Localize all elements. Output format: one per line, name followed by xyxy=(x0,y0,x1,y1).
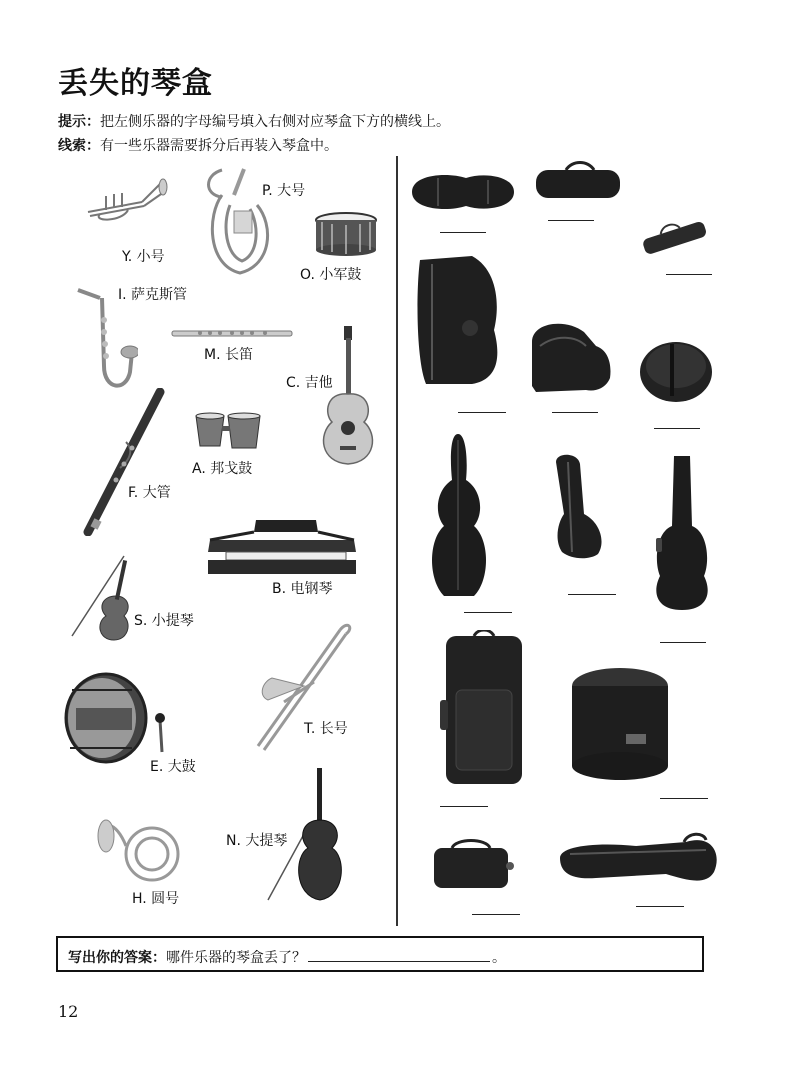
instrument-label-p: P. 大号 xyxy=(262,183,306,199)
answer-blank[interactable] xyxy=(654,428,700,429)
answer-blank[interactable] xyxy=(440,232,486,233)
electric-piano-icon xyxy=(206,518,358,578)
hint-label: 提示： xyxy=(58,114,100,130)
instrument-label-f: F. 大管 xyxy=(128,485,171,501)
bongo-bag-icon xyxy=(430,836,516,892)
answer-blank[interactable] xyxy=(568,594,616,595)
answer-blank[interactable] xyxy=(472,914,520,915)
answer-line xyxy=(68,947,506,967)
instrument-label-y: Y. 小号 xyxy=(122,249,165,265)
answer-label: 写出你的答案： xyxy=(68,950,166,966)
snare-drum-icon xyxy=(314,210,378,258)
answer-blank[interactable] xyxy=(458,412,506,413)
instrument-label-a: A. 邦戈鼓 xyxy=(192,461,253,477)
answer-blank[interactable] xyxy=(552,412,598,413)
page-number: 12 xyxy=(58,1002,79,1021)
trumpet-icon xyxy=(82,172,168,224)
answer-blank[interactable] xyxy=(660,642,706,643)
answer-blank[interactable] xyxy=(666,274,712,275)
answer-blank[interactable] xyxy=(548,220,594,221)
cello-case-icon xyxy=(424,430,494,600)
answer-box xyxy=(56,936,704,972)
answer-blank[interactable] xyxy=(636,906,684,907)
page-title: 丢失的琴盒 xyxy=(58,66,213,101)
tuba-case-icon xyxy=(412,250,504,388)
flute-case-icon xyxy=(638,216,710,256)
instrument-label-n: N. 大提琴 xyxy=(226,833,288,849)
hint-text: 把左侧乐器的字母编号填入右侧对应琴盒下方的横线上。 xyxy=(100,114,450,130)
french-horn-icon xyxy=(96,816,192,886)
instrument-label-t: T. 长号 xyxy=(304,721,348,737)
answer-input-line[interactable] xyxy=(308,949,490,962)
bass-drum-case-icon xyxy=(568,664,672,784)
answer-prompt: 哪件乐器的琴盒丢了？ xyxy=(166,950,306,966)
instrument-label-b: B. 电钢琴 xyxy=(272,581,333,597)
answer-end: 。 xyxy=(492,950,506,966)
instrument-label-o: O. 小军鼓 xyxy=(300,267,362,283)
instrument-label-s: S. 小提琴 xyxy=(134,613,194,629)
clue-text: 有一些乐器需要拆分后再装入琴盒中。 xyxy=(100,138,338,154)
bassoon-icon xyxy=(80,388,170,536)
answer-blank[interactable] xyxy=(464,612,512,613)
answer-blank[interactable] xyxy=(440,806,488,807)
instrument-label-h: H. 圆号 xyxy=(132,891,180,907)
keyboard-bag-icon xyxy=(438,630,528,790)
instrument-label-c: C. 吉他 xyxy=(286,375,333,391)
horn-case-icon xyxy=(526,316,616,396)
column-divider xyxy=(396,156,398,926)
guitar-icon xyxy=(316,324,380,466)
trombone-case-icon xyxy=(556,828,724,890)
sax-case-icon xyxy=(550,452,610,560)
answer-blank[interactable] xyxy=(660,798,708,799)
violin-case-icon xyxy=(408,168,518,214)
bongo-drums-icon xyxy=(194,410,264,450)
clue-label: 线索： xyxy=(58,138,100,154)
snare-case-icon xyxy=(636,336,716,404)
flute-icon xyxy=(170,326,294,342)
instrument-label-i: I. 萨克斯管 xyxy=(118,287,188,303)
bass-drum-icon xyxy=(62,670,174,766)
guitar-case-icon xyxy=(652,452,712,612)
instrument-label-e: E. 大鼓 xyxy=(150,759,196,775)
instrument-label-m: M. 长笛 xyxy=(204,347,253,363)
hint-line xyxy=(58,111,450,131)
trumpet-case-icon xyxy=(532,160,622,200)
clue-line xyxy=(58,135,338,155)
